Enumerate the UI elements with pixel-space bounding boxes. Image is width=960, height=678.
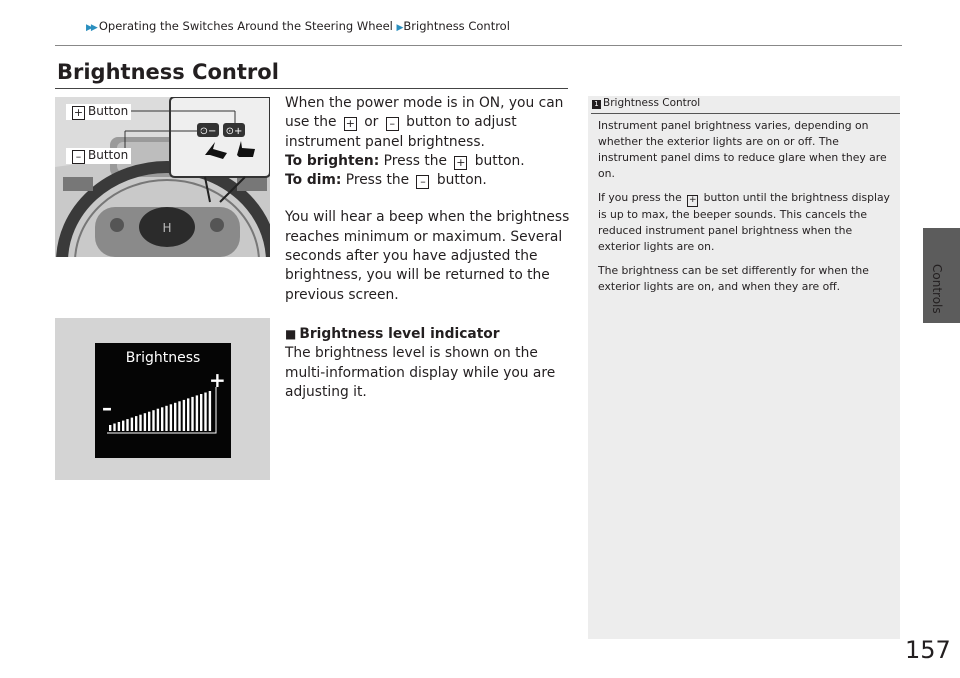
level-bar <box>135 416 137 431</box>
brighten-text-a: Press the <box>383 152 447 169</box>
chapter-label <box>922 264 958 344</box>
breadcrumb-item-section: Operating the Switches Around the Steering Wheel <box>98 19 393 33</box>
breadcrumb-marker-icon: ▶▶ <box>86 23 96 33</box>
indicator-plus-icon: + <box>209 368 226 392</box>
level-bar <box>196 395 198 431</box>
breadcrumb <box>86 19 510 33</box>
beep-paragraph: You will hear a beep when the brightness reaches minimum or maximum. Several seconds after you have adjusted the brightness, you will be returned to the previous screen. <box>285 209 570 303</box>
minus-button-callout-text: Button <box>88 148 129 162</box>
svg-text:⊙+: ⊙+ <box>225 126 243 137</box>
body-text <box>285 94 575 402</box>
sidebar-heading-text: Brightness Control <box>603 97 701 109</box>
level-bar <box>118 422 120 431</box>
plus-button-callout <box>66 104 131 120</box>
reference-marker-icon: 1 <box>592 100 601 109</box>
minus-glyph-icon: – <box>386 117 399 131</box>
level-bar <box>209 391 211 431</box>
intro-text-or: or <box>364 114 379 131</box>
level-bar <box>144 413 146 431</box>
brighten-label: To brighten: <box>285 152 380 169</box>
level-bar <box>191 397 193 431</box>
minus-button-callout <box>66 148 131 164</box>
level-bar <box>157 409 159 431</box>
level-bar <box>204 393 206 432</box>
intro-text-a: When the power mode is in ON, you can use the <box>285 95 564 131</box>
level-bar <box>178 401 180 431</box>
level-bar <box>113 424 115 432</box>
svg-text:⊙−: ⊙− <box>199 126 217 137</box>
sidebar-p2-text-a: If you press the <box>598 191 682 204</box>
title-divider <box>55 88 568 89</box>
svg-text:H: H <box>162 221 172 235</box>
page-number: 157 <box>905 636 951 664</box>
level-bar <box>170 404 172 431</box>
steering-wheel-illustration <box>55 97 270 257</box>
level-bar <box>139 415 141 431</box>
level-bar <box>148 412 150 431</box>
indicator-paragraph: The brightness level is shown on the multi-information display while you are adjusting it. <box>285 345 556 400</box>
breadcrumb-separator-icon: ▶ <box>396 23 404 33</box>
level-bar <box>174 403 176 431</box>
intro-paragraph <box>285 94 575 152</box>
minus-glyph-icon: – <box>416 175 429 189</box>
sidebar-paragraph-3: The brightness can be set differently for when the exterior lights are on, and when they are off. <box>598 264 869 293</box>
dim-text-a: Press the <box>345 172 410 189</box>
sidebar-body <box>598 118 891 303</box>
plus-glyph-icon: + <box>73 106 84 119</box>
breadcrumb-item-current: Brightness Control <box>403 19 510 33</box>
page-title: Brightness Control <box>57 60 279 84</box>
level-bar <box>183 400 185 431</box>
plus-glyph-icon: + <box>688 195 697 205</box>
plus-glyph-icon: + <box>345 117 355 131</box>
dim-text-b: button. <box>436 172 487 189</box>
sidebar-p2-text-b: button until the brightness display is up to max, the beeper sounds. This cancels the reduced instrument panel brightness when the exterior lights are on. <box>598 191 890 253</box>
indicator-minus-icon: – <box>102 396 112 420</box>
level-bar <box>122 421 124 431</box>
subheading <box>285 325 575 344</box>
dim-label: To dim: <box>285 172 342 189</box>
subheading-text: Brightness level indicator <box>299 325 500 342</box>
level-bar <box>152 410 154 431</box>
indicator-title: Brightness <box>125 350 201 366</box>
level-bar <box>161 407 163 431</box>
brighten-text-b: button. <box>474 152 525 169</box>
level-bar <box>165 406 167 431</box>
level-bar <box>200 394 202 431</box>
level-bar <box>109 425 111 431</box>
chapter-label-text: Controls <box>930 264 944 314</box>
level-bar <box>187 398 189 431</box>
plus-glyph-icon: + <box>456 155 466 169</box>
sidebar-paragraph-1: Instrument panel brightness varies, depending on whether the exterior lights are on or off. The instrument panel dims to reduce glare when they are on. <box>598 119 887 180</box>
sidebar-paragraph-2 <box>598 190 891 255</box>
header-divider <box>55 45 902 46</box>
minus-glyph-icon: – <box>72 150 85 164</box>
intro-text-b: button to adjust instrument panel brightness. <box>285 114 517 150</box>
dim-instruction <box>285 171 575 190</box>
sidebar-heading <box>592 97 700 109</box>
steering-wheel-svg <box>55 97 270 257</box>
plus-button-callout-text: Button <box>88 104 129 118</box>
level-bar <box>126 419 128 431</box>
square-bullet-icon: ■ <box>285 326 297 341</box>
brighten-instruction <box>285 152 575 171</box>
level-bar <box>131 418 133 431</box>
sidebar-divider <box>591 113 900 114</box>
